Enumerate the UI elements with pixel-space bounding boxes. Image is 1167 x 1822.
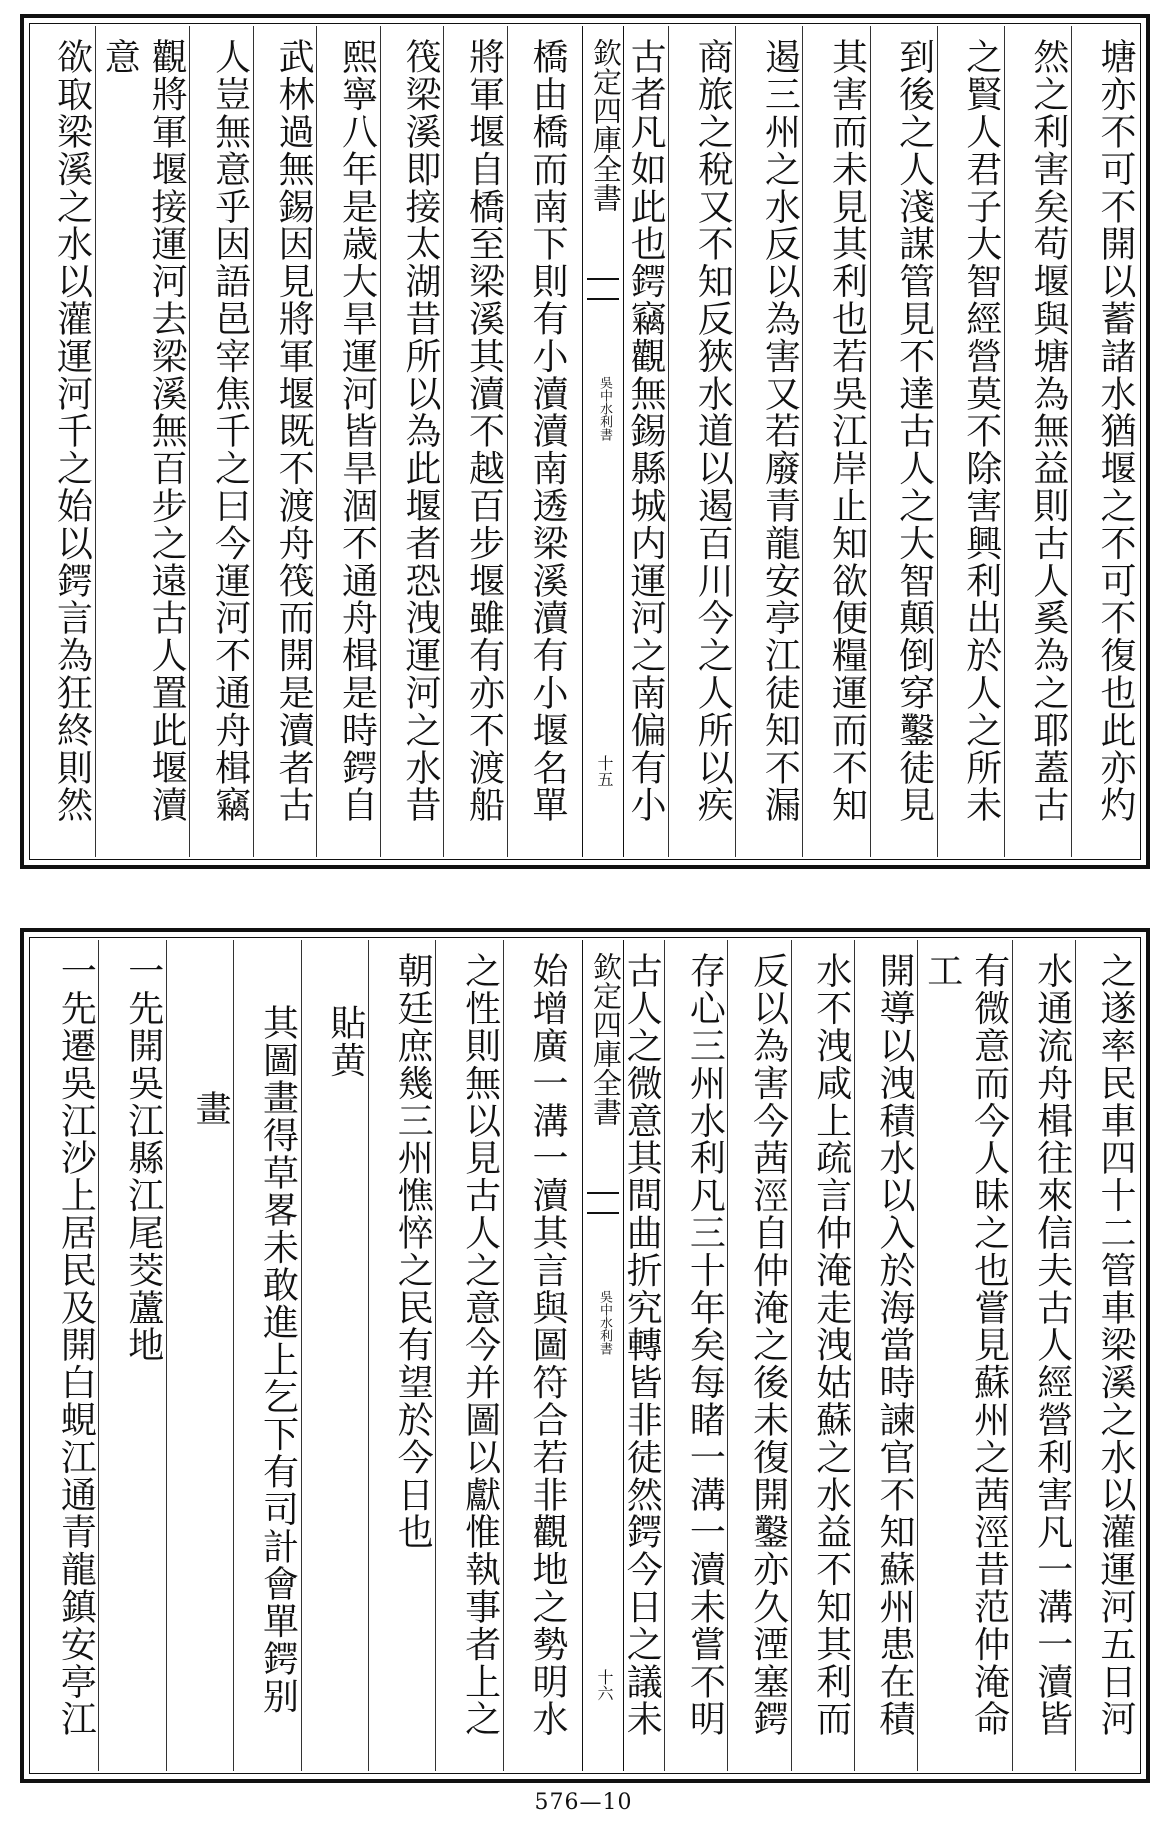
text-column: 一先遷吳江沙上居民及開白蜆江通青龍鎮安亭江 xyxy=(55,952,97,1738)
fishtail-mark xyxy=(587,278,619,300)
text-column: 橋由橋而南下則有小瀆瀆南透梁溪瀆有小堰名單 xyxy=(507,26,570,857)
text-column: 武林過無錫因見將軍堰既不渡舟筏而開是瀆者古 xyxy=(253,26,316,857)
center-spine xyxy=(582,940,624,1771)
text-column: 將軍堰自橋至梁溪其瀆不越百步堰雖有亦不渡船 xyxy=(443,26,506,857)
spine-subtitle: 吳中水利書 xyxy=(597,1290,612,1355)
text-column: 之性則無以見古人之意今并圖以獻惟執事者上之 xyxy=(435,940,502,1771)
book-page-top xyxy=(20,14,1150,869)
text-column: 其害而未見其利也若吳江岸止知欲便糧運而不知 xyxy=(802,26,869,857)
text-column: 一先開吳江縣江尾茭蘆地 xyxy=(98,940,165,1771)
text-column: 其圖畫得草畧未敢進上乞下有司計會單鍔别 xyxy=(233,940,300,1771)
page-footer-number: 576—10 xyxy=(534,1790,633,1815)
text-column: 貼黄 xyxy=(301,940,368,1771)
text-column: 觀將軍堰接運河去梁溪無百步之遠古人置此堰瀆意 xyxy=(95,26,190,857)
right-half-folio xyxy=(602,940,1138,1771)
left-half-folio xyxy=(32,26,570,857)
text-column: 之賢人君子大智經營莫不除害興利出於人之所未 xyxy=(937,26,1004,857)
text-column: 存心三州水利凡三十年矣每睹一溝一瀆未嘗不明 xyxy=(664,940,727,1771)
text-column: 古者凡如此也鍔竊觀無錫縣城内運河之南偏有小 xyxy=(625,38,667,824)
spine-book-title: 欽定四庫全書 xyxy=(589,38,623,212)
text-column: 朝廷庶幾三州憔悴之民有望於今日也 xyxy=(368,940,435,1771)
text-column: 塘亦不可不開以蓄諸水猶堰之不可不復也此亦灼 xyxy=(1071,26,1138,857)
text-column: 有微意而今人昧之也嘗見蘇州之茜涇昔范仲淹命工 xyxy=(917,940,1012,1771)
text-column: 開導以洩積水以入於海當時諫官不知蘇州患在積 xyxy=(854,940,917,1771)
spine-page-number: 十六 xyxy=(595,1669,614,1701)
text-column: 然之利害矣苟堰與塘為無益則古人奚為之耶蓋古 xyxy=(1004,26,1071,857)
text-column: 水不洩咸上疏言仲淹走洩姑蘇之水益不知其利而 xyxy=(791,940,854,1771)
text-column: 古人之微意其間曲折究轉皆非徒然鍔今日之議未 xyxy=(621,952,663,1738)
right-half-folio xyxy=(602,26,1138,857)
text-column: 水通流舟楫往來信夫古人經營利害凡一溝一瀆皆 xyxy=(1012,940,1075,1771)
text-column: 商旅之稅又不知反狹水道以遏百川今之人所以疾 xyxy=(668,26,735,857)
center-spine xyxy=(582,26,624,857)
spine-subtitle: 吳中水利書 xyxy=(597,376,612,441)
text-column: 遏三州之水反以為害又若廢青龍安亭江徒知不漏 xyxy=(735,26,802,857)
text-column: 畫 xyxy=(166,940,233,1771)
book-page-bottom xyxy=(20,928,1150,1783)
text-column: 到後之人淺謀管見不達古人之大智顛倒穿鑿徒見 xyxy=(870,26,937,857)
text-column: 欲取梁溪之水以灌運河千之始以鍔言為狂終則然 xyxy=(51,38,93,824)
text-column: 熙寧八年是歳大旱運河皆旱涸不通舟楫是時鍔自 xyxy=(316,26,379,857)
left-half-folio xyxy=(32,940,570,1771)
spine-page-number: 十五 xyxy=(595,755,614,787)
text-column: 之遂率民車四十二管車梁溪之水以灌運河五日河 xyxy=(1075,940,1138,1771)
text-column: 反以為害今茜涇自仲淹之後未復開鑿亦久湮塞鍔 xyxy=(727,940,790,1771)
text-column: 始增廣一溝一瀆其言與圖符合若非觀地之勢明水 xyxy=(503,940,570,1771)
fishtail-mark xyxy=(587,1192,619,1214)
text-column: 筏梁溪即接太湖昔所以為此堰者恐洩運河之水昔 xyxy=(380,26,443,857)
text-column: 人豈無意乎因語邑宰焦千之曰今運河不通舟楫竊 xyxy=(189,26,252,857)
spine-book-title: 欽定四庫全書 xyxy=(589,952,623,1126)
